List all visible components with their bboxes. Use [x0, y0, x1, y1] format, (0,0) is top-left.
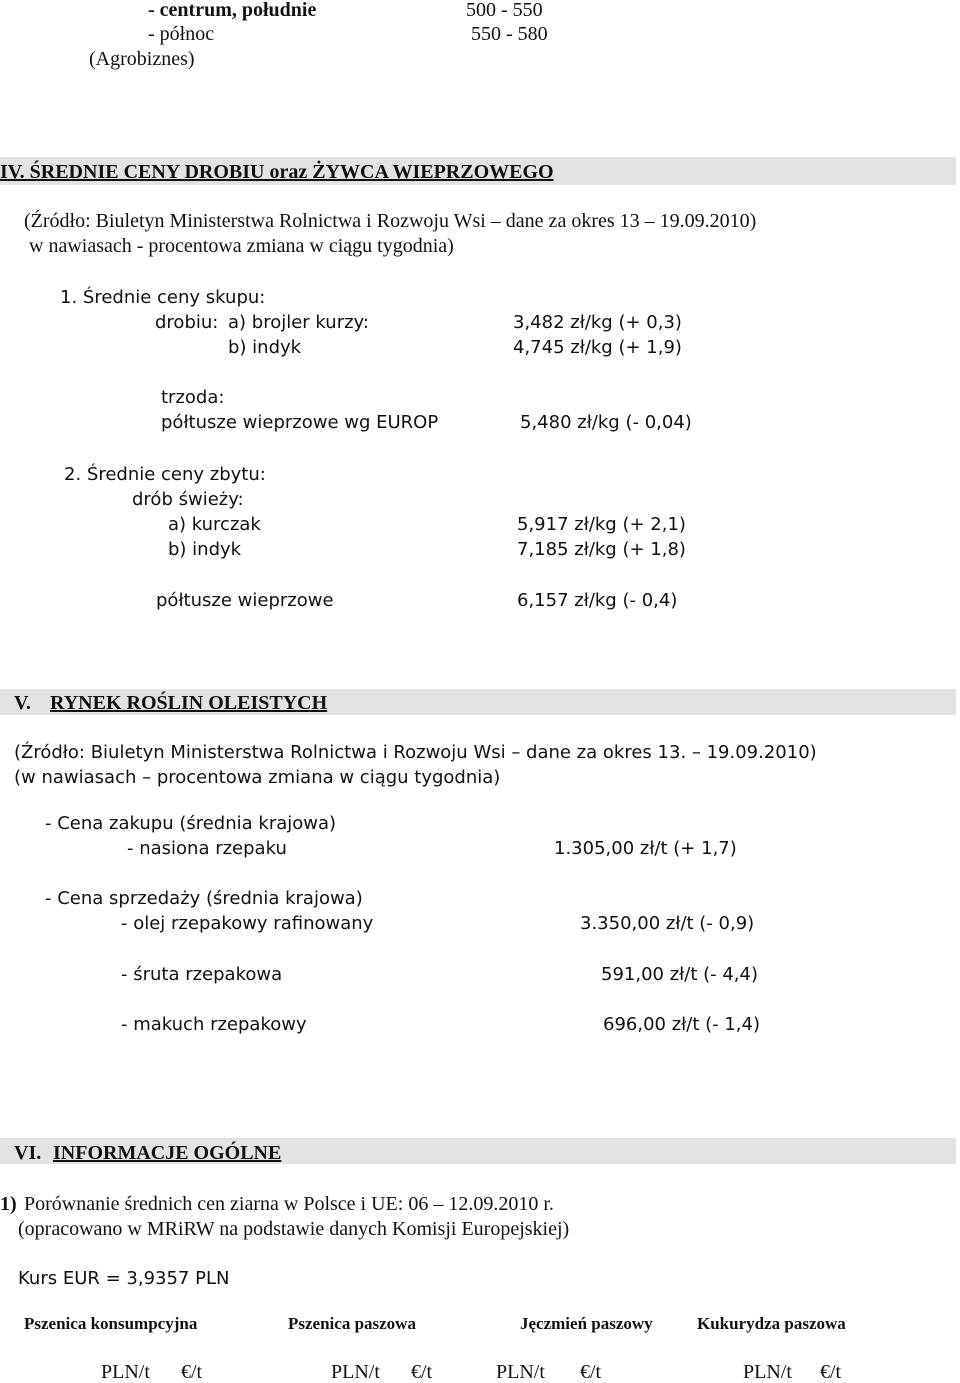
- rzepak-value: 1.305,00 zł/t (+ 1,7): [554, 838, 737, 859]
- item-number: 1): [0, 1193, 17, 1215]
- unit-pln-3: PLN/t: [496, 1361, 545, 1383]
- sruta-label: - śruta rzepakowa: [121, 964, 283, 985]
- section-4-heading: IV. ŚREDNIE CENY DROBIU oraz ŻYWCA WIEPRZOWEGO: [0, 161, 554, 183]
- poltusze-label: półtusze wieprzowe: [156, 590, 334, 611]
- poltusze-value: 6,157 zł/kg (- 0,4): [517, 590, 678, 611]
- section-6-number: VI.: [14, 1142, 42, 1164]
- top-list-value-2: 550 - 580: [471, 23, 548, 45]
- indyk-value: 4,745 zł/kg (+ 1,9): [513, 337, 682, 358]
- brojler-value: 3,482 zł/kg (+ 0,3): [513, 312, 682, 333]
- exchange-rate: Kurs EUR = 3,9357 PLN: [18, 1268, 230, 1289]
- section-5-number: V.: [14, 692, 31, 714]
- trzoda-label: trzoda:: [161, 387, 225, 408]
- sprzedaz-heading: - Cena sprzedaży (średnia krajowa): [45, 888, 363, 909]
- olej-value: 3.350,00 zł/t (- 0,9): [580, 913, 755, 934]
- top-list-label-2: - północ: [148, 23, 215, 45]
- zakup-heading: - Cena zakupu (średnia krajowa): [45, 813, 337, 834]
- unit-pln-4: PLN/t: [743, 1361, 792, 1383]
- europ-value: 5,480 zł/kg (- 0,04): [520, 412, 692, 433]
- drob-label: drób świeży:: [132, 489, 244, 510]
- section-4-source-2: w nawiasach - procentowa zmiana w ciągu tygodnia): [29, 235, 454, 257]
- indyk2-value: 7,185 zł/kg (+ 1,8): [517, 539, 686, 560]
- unit-eur-4: €/t: [820, 1361, 842, 1383]
- section-6-heading: INFORMACJE OGÓLNE: [53, 1142, 282, 1164]
- unit-eur-2: €/t: [411, 1361, 433, 1383]
- kurczak-value: 5,917 zł/kg (+ 2,1): [517, 514, 686, 535]
- section-5-heading: RYNEK ROŚLIN OLEISTYCH: [50, 692, 328, 714]
- item-text: Porównanie średnich cen ziarna w Polsce i UE: 06 – 12.09.2010 r.: [24, 1193, 554, 1215]
- top-list-source: (Agrobiznes): [89, 48, 195, 70]
- brojler-label: a) brojler kurzy:: [228, 312, 369, 333]
- column-header-2: Pszenica paszowa: [288, 1314, 416, 1333]
- makuch-label: - makuch rzepakowy: [121, 1014, 307, 1035]
- section-5-source-2: (w nawiasach – procentowa zmiana w ciągu tygodnia): [14, 767, 501, 788]
- unit-eur-1: €/t: [181, 1361, 203, 1383]
- indyk-label: b) indyk: [228, 337, 302, 358]
- olej-label: - olej rzepakowy rafinowany: [121, 913, 374, 934]
- drobiu-label: drobiu:: [155, 312, 219, 333]
- section-4-source-1: (Źródło: Biuletyn Ministerstwa Rolnictwa i Rozwoju Wsi – dane za okres 13 – 19.09.2010): [24, 210, 757, 232]
- europ-label: półtusze wieprzowe wg EUROP: [161, 412, 439, 433]
- unit-pln-2: PLN/t: [331, 1361, 380, 1383]
- unit-pln-1: PLN/t: [101, 1361, 150, 1383]
- sruta-value: 591,00 zł/t (- 4,4): [601, 964, 758, 985]
- column-header-3: Jęczmień paszowy: [520, 1314, 653, 1333]
- column-header-1: Pszenica konsumpcyjna: [24, 1314, 198, 1333]
- unit-eur-3: €/t: [580, 1361, 602, 1383]
- item-note: (opracowano w MRiRW na podstawie danych Komisji Europejskiej): [18, 1218, 570, 1240]
- top-list-label-1: - centrum, południe: [148, 0, 317, 21]
- section-5-source-1: (Źródło: Biuletyn Ministerstwa Rolnictwa i Rozwoju Wsi – dane za okres 13. – 19.09.2010): [14, 742, 817, 763]
- kurczak-label: a) kurczak: [168, 514, 261, 535]
- column-header-4: Kukurydza paszowa: [697, 1314, 846, 1333]
- zbyt-heading: 2. Średnie ceny zbytu:: [64, 464, 266, 485]
- top-list-value-1: 500 - 550: [466, 0, 543, 21]
- rzepak-label: - nasiona rzepaku: [127, 838, 287, 859]
- skup-heading: 1. Średnie ceny skupu:: [60, 287, 266, 308]
- makuch-value: 696,00 zł/t (- 1,4): [603, 1014, 760, 1035]
- indyk2-label: b) indyk: [168, 539, 242, 560]
